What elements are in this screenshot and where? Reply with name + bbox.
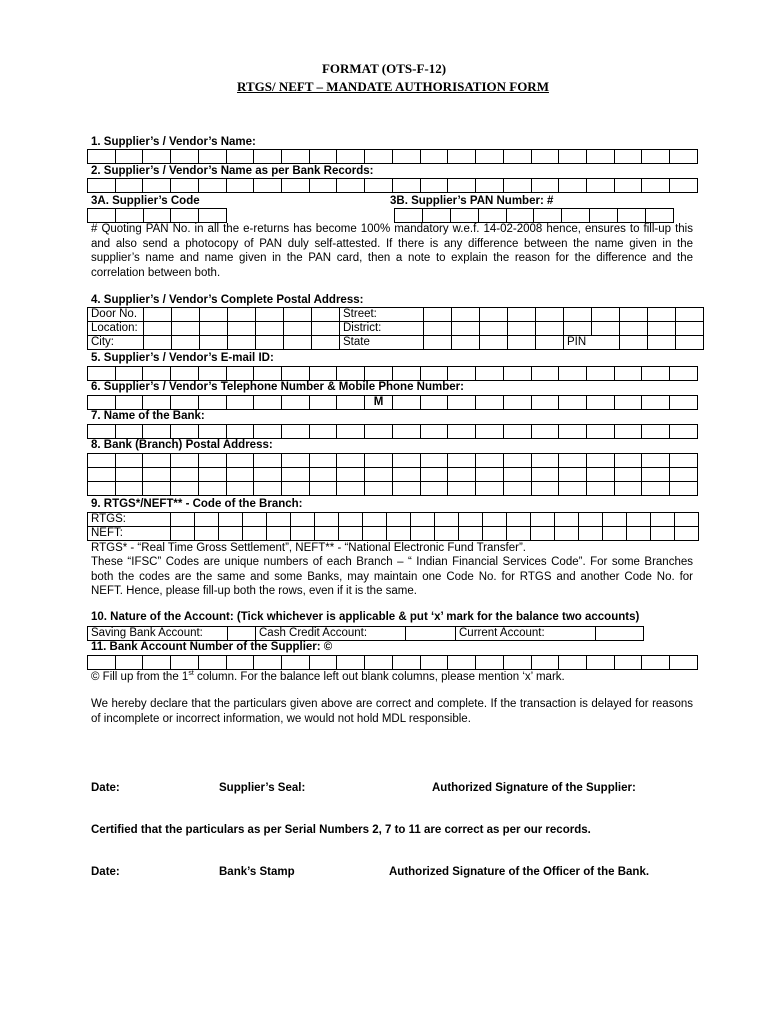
account-number-grid[interactable] [87,655,698,670]
box-cell[interactable] [198,150,226,164]
box-cell[interactable] [478,209,506,223]
box-cell[interactable] [392,454,420,468]
box-cell[interactable] [337,367,365,381]
box-cell[interactable] [670,425,698,439]
location-label: Location: [88,322,144,336]
box-cell[interactable] [448,656,476,670]
box-cell[interactable] [337,656,365,670]
box-cell[interactable] [254,425,282,439]
box-cell[interactable] [420,468,448,482]
box-cell[interactable] [670,454,698,468]
box-cell[interactable] [586,482,614,496]
bank-signature-label: Authorized Signature of the Officer of the Bank. [389,866,650,878]
box-cell[interactable] [282,367,310,381]
box-cell[interactable] [143,482,171,496]
box-cell[interactable] [309,482,337,496]
box-cell[interactable] [198,367,226,381]
box-cell[interactable] [559,425,587,439]
rtgs-definition-note: RTGS* - “Real Time Gross Settlement”, NEFT** - “National Electronic Fund Transfer”. [91,542,526,554]
box-cell[interactable] [282,179,310,193]
section-1-label: 1. Supplier’s / Vendor’s Name: [91,136,256,148]
box-cell[interactable] [365,179,393,193]
box-cell[interactable] [420,454,448,468]
box-cell[interactable] [282,425,310,439]
box-cell[interactable] [559,454,587,468]
section-4-label: 4. Supplier’s / Vendor’s Complete Postal Address: [91,294,364,306]
box-cell[interactable] [337,425,365,439]
box-cell[interactable] [614,179,642,193]
ifsc-note: These “IFSC” Codes are unique numbers of each Branch – “ Indian Financial Services Code”. For some Branches both the codes are the same and some Banks, may maintain one Code No. for RTGS and another Code No. for NEFT. Hence, please fill-up both the rows, even if it is the same. [91,556,693,598]
box-cell[interactable] [395,209,423,223]
box-cell[interactable] [254,454,282,468]
box-cell[interactable] [642,482,670,496]
neft-row-label: NEFT: [88,527,171,541]
box-cell[interactable] [422,209,450,223]
box-cell[interactable] [448,150,476,164]
box-cell[interactable] [226,656,254,670]
box-cell[interactable] [642,179,670,193]
box-cell[interactable] [590,209,618,223]
box-cell[interactable] [559,150,587,164]
box-cell[interactable] [614,468,642,482]
box-cell[interactable] [420,425,448,439]
box-cell[interactable] [531,468,559,482]
box-cell[interactable] [476,150,504,164]
box-cell[interactable] [503,425,531,439]
box-cell[interactable] [88,150,116,164]
box-cell[interactable] [226,179,254,193]
box-cell[interactable] [642,425,670,439]
box-cell[interactable] [476,468,504,482]
box-cell[interactable] [503,150,531,164]
box-cell[interactable] [254,367,282,381]
box-cell[interactable] [448,179,476,193]
box-cell[interactable] [365,482,393,496]
box-cell[interactable] [392,656,420,670]
box-cell[interactable] [365,150,393,164]
fill-note: © Fill up from the 1st column. For the balance left out blank columns, please mention ‘x’ mark. [91,670,565,683]
door-no-label: Door No. [88,308,144,322]
box-cell[interactable] [198,179,226,193]
box-cell[interactable] [365,425,393,439]
box-cell[interactable] [614,482,642,496]
box-cell[interactable] [171,367,199,381]
box-cell[interactable] [198,656,226,670]
box-cell[interactable] [642,656,670,670]
state-label: State [340,336,424,350]
box-cell[interactable] [448,482,476,496]
postal-address-grid[interactable] [87,307,704,350]
box-cell[interactable] [309,454,337,468]
box-cell[interactable] [586,454,614,468]
box-cell[interactable] [586,656,614,670]
box-cell[interactable] [559,656,587,670]
box-cell[interactable] [171,468,199,482]
box-cell[interactable] [503,179,531,193]
box-cell[interactable] [614,425,642,439]
box-cell[interactable] [171,425,199,439]
box-cell[interactable] [282,482,310,496]
box-cell[interactable] [531,367,559,381]
box-cell[interactable] [115,179,143,193]
box-cell[interactable] [115,425,143,439]
box-cell[interactable] [199,209,227,223]
box-cell[interactable] [476,656,504,670]
district-label: District: [340,322,424,336]
box-cell[interactable] [420,482,448,496]
box-cell[interactable] [337,482,365,496]
box-cell[interactable] [503,367,531,381]
box-cell[interactable] [171,482,199,496]
box-cell[interactable] [534,209,562,223]
box-cell[interactable] [448,425,476,439]
box-cell[interactable] [143,468,171,482]
box-cell[interactable] [670,179,698,193]
box-cell[interactable] [254,468,282,482]
box-cell[interactable] [337,468,365,482]
box-cell[interactable] [476,482,504,496]
box-cell[interactable] [88,454,116,468]
format-code: FORMAT (OTS-F-12) [321,61,447,76]
box-cell[interactable] [115,150,143,164]
box-cell[interactable] [562,209,590,223]
box-cell[interactable] [503,468,531,482]
box-cell[interactable] [392,179,420,193]
box-cell[interactable] [618,209,646,223]
form-title: RTGS/ NEFT – MANDATE AUTHORISATION FORM [237,79,549,94]
box-cell[interactable] [198,482,226,496]
box-cell[interactable] [115,367,143,381]
box-cell[interactable] [171,150,199,164]
box-cell[interactable] [143,179,171,193]
section-8-label: 8. Bank (Branch) Postal Address: [91,439,273,451]
box-cell[interactable] [143,209,171,223]
phone-grid[interactable] [87,395,698,410]
box-cell[interactable] [476,367,504,381]
box-cell[interactable] [392,367,420,381]
box-cell[interactable] [143,454,171,468]
box-cell[interactable] [670,150,698,164]
box-cell[interactable] [88,209,116,223]
box-cell[interactable] [420,179,448,193]
box-cell[interactable] [115,482,143,496]
box-cell[interactable] [559,179,587,193]
box-cell[interactable] [198,468,226,482]
box-cell[interactable] [476,425,504,439]
box-cell[interactable] [392,482,420,496]
box-cell[interactable] [309,425,337,439]
box-cell[interactable] [670,367,698,381]
section-10-label: 10. Nature of the Account: (Tick whichever is applicable & put ‘x’ mark for the balance two accounts) [91,611,640,623]
box-cell[interactable] [586,468,614,482]
box-cell[interactable] [226,425,254,439]
box-cell[interactable] [503,656,531,670]
box-cell[interactable] [365,367,393,381]
box-cell[interactable] [143,656,171,670]
box-cell[interactable] [282,150,310,164]
box-cell[interactable] [586,367,614,381]
box-cell[interactable] [559,367,587,381]
box-cell[interactable] [448,468,476,482]
box-cell[interactable] [642,367,670,381]
box-cell[interactable] [450,209,478,223]
box-cell[interactable] [642,150,670,164]
supplier-date-label: Date: [91,782,120,794]
box-cell[interactable] [531,656,559,670]
box-cell[interactable] [337,179,365,193]
pan-number-grid[interactable] [394,208,674,223]
box-cell[interactable] [559,482,587,496]
certification-text: Certified that the particulars as per Serial Numbers 2, 7 to 11 are correct as per our records. [91,824,591,836]
box-cell[interactable] [503,454,531,468]
current-account-label: Current Account: [456,627,596,641]
box-cell[interactable] [531,425,559,439]
bank-address-grid[interactable] [87,453,698,496]
box-cell[interactable] [476,179,504,193]
box-cell[interactable] [448,367,476,381]
box-cell[interactable] [420,150,448,164]
box-cell[interactable] [670,482,698,496]
box-cell[interactable] [88,367,116,381]
box-cell[interactable] [642,454,670,468]
supplier-seal-label: Supplier’s Seal: [219,782,306,794]
section-7-label: 7. Name of the Bank: [91,410,205,422]
box-cell[interactable] [448,454,476,468]
box-cell[interactable] [254,179,282,193]
box-cell[interactable] [226,367,254,381]
section-3a-label: 3A. Supplier’s Code [91,195,200,207]
section-3b-label: 3B. Supplier’s PAN Number: # [390,195,554,207]
box-cell[interactable] [88,179,116,193]
section-11-label: 11. Bank Account Number of the Supplier: © [91,641,333,653]
box-cell[interactable] [614,656,642,670]
box-cell[interactable] [614,454,642,468]
box-cell[interactable] [586,150,614,164]
box-cell[interactable] [254,482,282,496]
box-cell[interactable] [226,454,254,468]
saving-account-checkbox[interactable] [228,627,256,641]
box-cell[interactable] [559,468,587,482]
box-cell[interactable] [171,179,199,193]
box-cell[interactable] [531,482,559,496]
box-cell[interactable] [115,209,143,223]
box-cell[interactable] [392,468,420,482]
bank-stamp-label: Bank’s Stamp [219,866,295,878]
cash-credit-checkbox[interactable] [406,627,456,641]
box-cell[interactable] [531,179,559,193]
box-cell[interactable] [143,425,171,439]
supplier-name-grid[interactable] [87,149,698,164]
bank-records-name-grid[interactable] [87,178,698,193]
bank-name-grid[interactable] [87,424,698,439]
box-cell[interactable] [392,150,420,164]
box-cell[interactable] [420,367,448,381]
box-cell[interactable] [282,468,310,482]
section-9-label: 9. RTGS*/NEFT** - Code of the Branch: [91,498,303,510]
box-cell[interactable] [309,367,337,381]
box-cell[interactable] [143,367,171,381]
mobile-marker: M [365,396,393,410]
box-cell[interactable] [171,656,199,670]
section-2-label: 2. Supplier’s / Vendor’s Name as per Bank Records: [91,165,374,177]
box-cell[interactable] [642,468,670,482]
box-cell[interactable] [171,209,199,223]
box-cell[interactable] [198,425,226,439]
street-label: Street: [340,308,424,322]
box-cell[interactable] [337,454,365,468]
box-cell[interactable] [670,468,698,482]
box-cell[interactable] [392,425,420,439]
box-cell[interactable] [309,179,337,193]
box-cell[interactable] [531,150,559,164]
box-cell[interactable] [365,468,393,482]
cash-credit-label: Cash Credit Account: [256,627,406,641]
box-cell[interactable] [670,656,698,670]
box-cell[interactable] [365,656,393,670]
rtgs-row-label: RTGS: [88,513,171,527]
ifsc-code-grid[interactable] [87,512,699,541]
box-cell[interactable] [309,656,337,670]
box-cell[interactable] [226,150,254,164]
account-type-grid[interactable] [87,626,644,641]
box-cell[interactable] [254,656,282,670]
box-cell[interactable] [476,454,504,468]
box-cell[interactable] [115,454,143,468]
supplier-signature-label: Authorized Signature of the Supplier: [432,782,636,794]
box-cell[interactable] [88,482,116,496]
section-6-label: 6. Supplier’s / Vendor’s Telephone Number & Mobile Phone Number: [91,381,464,393]
box-cell[interactable] [531,454,559,468]
bank-date-label: Date: [91,866,120,878]
box-cell[interactable] [506,209,534,223]
box-cell[interactable] [586,179,614,193]
saving-account-label: Saving Bank Account: [88,627,228,641]
box-cell[interactable] [115,656,143,670]
box-cell[interactable] [88,656,116,670]
section-5-label: 5. Supplier’s / Vendor’s E-mail ID: [91,352,274,364]
box-cell[interactable] [337,150,365,164]
box-cell[interactable] [614,367,642,381]
city-label: City: [88,336,144,350]
box-cell[interactable] [171,454,199,468]
box-cell[interactable] [614,150,642,164]
box-cell[interactable] [365,454,393,468]
box-cell[interactable] [503,482,531,496]
box-cell[interactable] [646,209,674,223]
box-cell[interactable] [115,468,143,482]
box-cell[interactable] [226,468,254,482]
box-cell[interactable] [143,150,171,164]
current-account-checkbox[interactable] [596,627,644,641]
pin-label: PIN [564,336,620,350]
box-cell[interactable] [198,454,226,468]
box-cell[interactable] [254,150,282,164]
box-cell[interactable] [88,468,116,482]
email-grid[interactable] [87,366,698,381]
declaration-text: We hereby declare that the particulars given above are correct and complete. If the transaction is delayed for reasons of incomplete or incorrect information, we would not hold MDL responsible. [91,698,693,725]
box-cell[interactable] [309,150,337,164]
box-cell[interactable] [282,454,310,468]
box-cell[interactable] [282,656,310,670]
box-cell[interactable] [88,425,116,439]
box-cell[interactable] [309,468,337,482]
box-cell[interactable] [226,482,254,496]
pan-note: # Quoting PAN No. in all the e-returns has become 100% mandatory w.e.f. 14-02-2008 hence, ensures to fill-up this and also send a photocopy of PAN duly self-attested. If there is any difference between the name given in the supplier’s name and name given in the PAN card, then a note to explain the reason for the difference and the correlation between both. [91,223,693,279]
supplier-code-grid[interactable] [87,208,227,223]
box-cell[interactable] [586,425,614,439]
box-cell[interactable] [420,656,448,670]
